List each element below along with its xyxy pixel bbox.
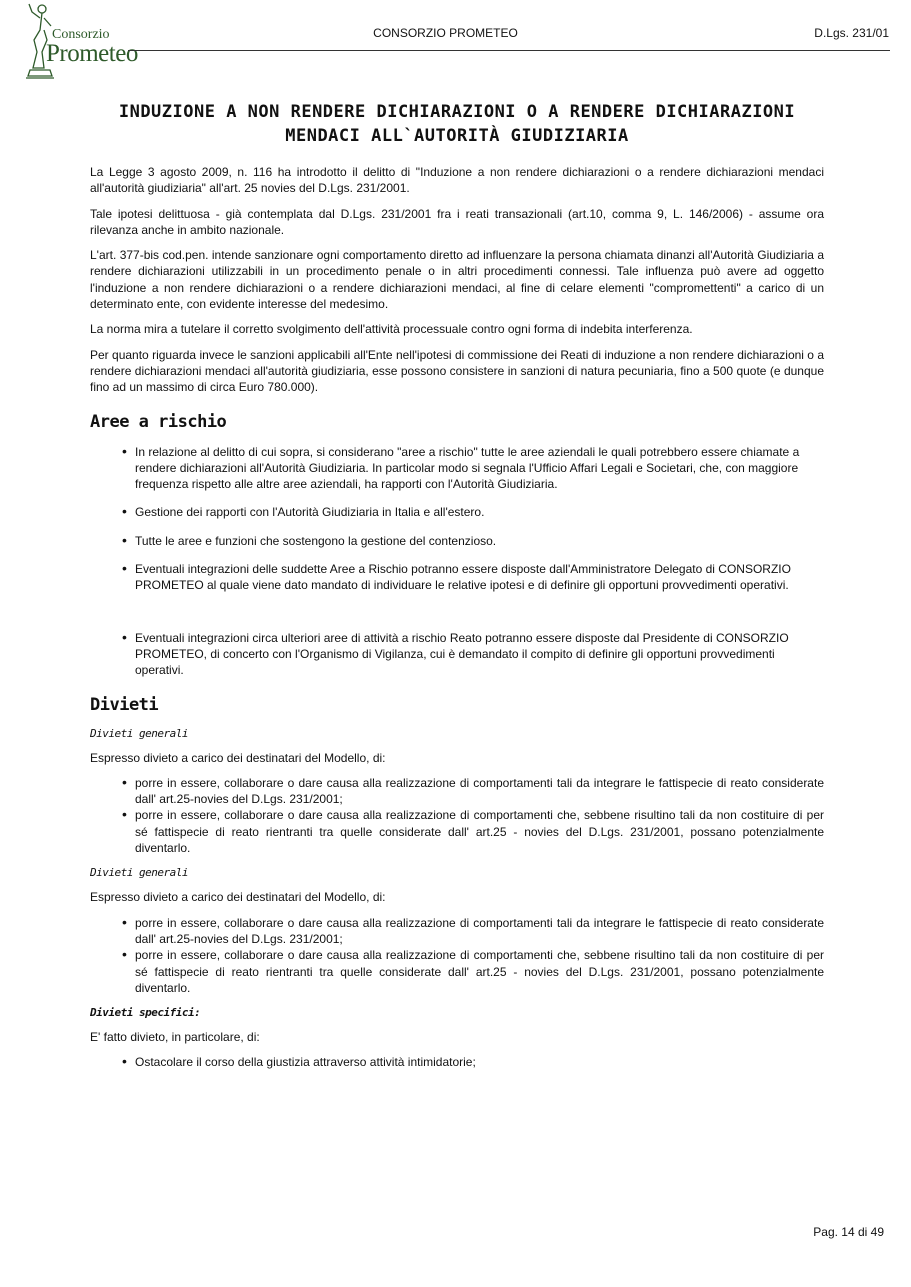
header-divider [128,50,890,51]
paragraph: Per quanto riguarda invece le sanzioni applicabili all'Ente nell'ipotesi di commissione dei Reati di induzione a non rendere dichiarazioni o a rendere dichiarazioni mendaci all'autorità giudiziaria, esse possono consistere in sanzioni di natura pecuniaria, fino a 500 quote (e dunque fino ad un massimo di circa Euro 780.000). [90,347,824,395]
aree-rischio-list [90,444,824,679]
heading-aree-rischio: Aree a rischio [90,411,227,432]
divieti-specifici-list [90,1054,824,1070]
list-item: • porre in essere, collaborare o dare causa alla realizzazione di comportamenti che, sebbene risultino tali da non costituire di per sé fattispecie di reato rientranti tra quelle considerate dall' art.25 - novies del D.Lgs. 231/2001, possano potenzialmente diventarlo. [135,807,824,856]
divieti-generali-list [90,915,824,996]
paragraph: La Legge 3 agosto 2009, n. 116 ha introdotto il delitto di "Induzione a non rendere dichiarazioni o a rendere dichiarazioni mendaci all'autorità giudiziaria" all'art. 25 novies del D.Lgs. 231/2001. [90,165,824,196]
list-item: • porre in essere, collaborare o dare causa alla realizzazione di comportamenti che, sebbene risultino tali da non costituire di per sé fattispecie di reato rientranti tra quelle considerate dall' art.25 - novies del D.Lgs. 231/2001, possano potenzialmente diventarlo. [135,947,824,996]
page-number: Pag. 14 di 49 [813,1225,884,1239]
divieti-generali-list [90,775,824,856]
subheading-divieti-generali: Divieti generali [90,866,188,880]
subheading-divieti-generali: Divieti generali [90,726,188,740]
list-item: • Eventuali integrazioni delle suddette Aree a Rischio potranno essere disposte dall'Amministratore Delegato di CONSORZIO PROMETEO al quale viene dato mandato di individuare le relative ipotesi e di definire gli opportuni provvedimenti operativi. [135,561,824,594]
section-title: INDUZIONE A NON RENDERE DICHIARAZIONI O A RENDERE DICHIARAZIONI MENDACI ALL`AUTORITÀ GIUDIZIARIA [118,102,796,146]
page-body [90,100,824,1081]
list-item: • Ostacolare il corso della giustizia attraverso attività intimidatorie; [135,1054,824,1070]
paragraph: L'art. 377-bis cod.pen. intende sanzionare ogni comportamento diretto ad influenzare la persona chiamata dinanzi all'Autorità Giudiziaria a rendere dichiarazioni utilizzabili in un procedimento penale o in altri procedimenti connessi. Tale influenza può avere ad oggetto l'induzione a non rendere dichiarazioni o a rendere dichiarazioni mendaci, al fine di celare elementi "compromettenti" a carico di un determinato ente, con evidente interesse del medesimo. [90,248,824,312]
header-law-reference: D.Lgs. 231/01 [814,26,889,40]
header-company-name: CONSORZIO PROMETEO [373,26,518,40]
logo-text-prometeo: Prometeo [46,40,138,67]
paragraph: Espresso divieto a carico dei destinatari del Modello, di: [90,750,386,765]
list-item: • porre in essere, collaborare o dare causa alla realizzazione di comportamenti tali da integrare le fattispecie di reato considerate dall' art.25-novies del D.Lgs. 231/2001; [135,915,824,948]
list-item: • Tutte le aree e funzioni che sostengono la gestione del contenzioso. [135,533,824,549]
paragraph: Tale ipotesi delittuosa - già contemplata dal D.Lgs. 231/2001 fra i reati transazionali (art.10, comma 9, L. 146/2006) - assume ora rilevanza anche in ambito nazionale. [90,206,824,237]
heading-divieti: Divieti [90,694,159,715]
list-item: • porre in essere, collaborare o dare causa alla realizzazione di comportamenti tali da integrare le fattispecie di reato considerate dall' art.25-novies del D.Lgs. 231/2001; [135,775,824,808]
subheading-divieti-specifici: Divieti specifici: [90,1006,201,1020]
paragraph: La norma mira a tutelare il corretto svolgimento dell'attività processuale contro ogni forma di indebita interferenza. [90,322,693,337]
paragraph: E' fatto divieto, in particolare, di: [90,1030,260,1045]
list-item: • In relazione al delitto di cui sopra, si considerano "aree a rischio" tutte le aree aziendali le quali potrebbero essere chiamate a rendere dichiarazioni all'Autorità Giudiziaria. In particolar modo si segnala l'Ufficio Affari Legali e Societari, che, con maggiore frequenza rispetto alle altre aree aziendali, ha rapporti con l'Autorità Giudiziaria. [135,444,824,493]
paragraph: Espresso divieto a carico dei destinatari del Modello, di: [90,890,386,905]
list-item: • Eventuali integrazioni circa ulteriori aree di attività a rischio Reato potranno essere disposte dal Presidente di CONSORZIO PROMETEO, di concerto con l'Organismo di Vigilanza, cui è demandato il compito di definire gli opportuni provvedimenti operativi. [135,630,824,679]
list-item: • Gestione dei rapporti con l'Autorità Giudiziaria in Italia e all'estero. [135,504,824,520]
logo-text-consorzio: Consorzio [52,27,110,42]
